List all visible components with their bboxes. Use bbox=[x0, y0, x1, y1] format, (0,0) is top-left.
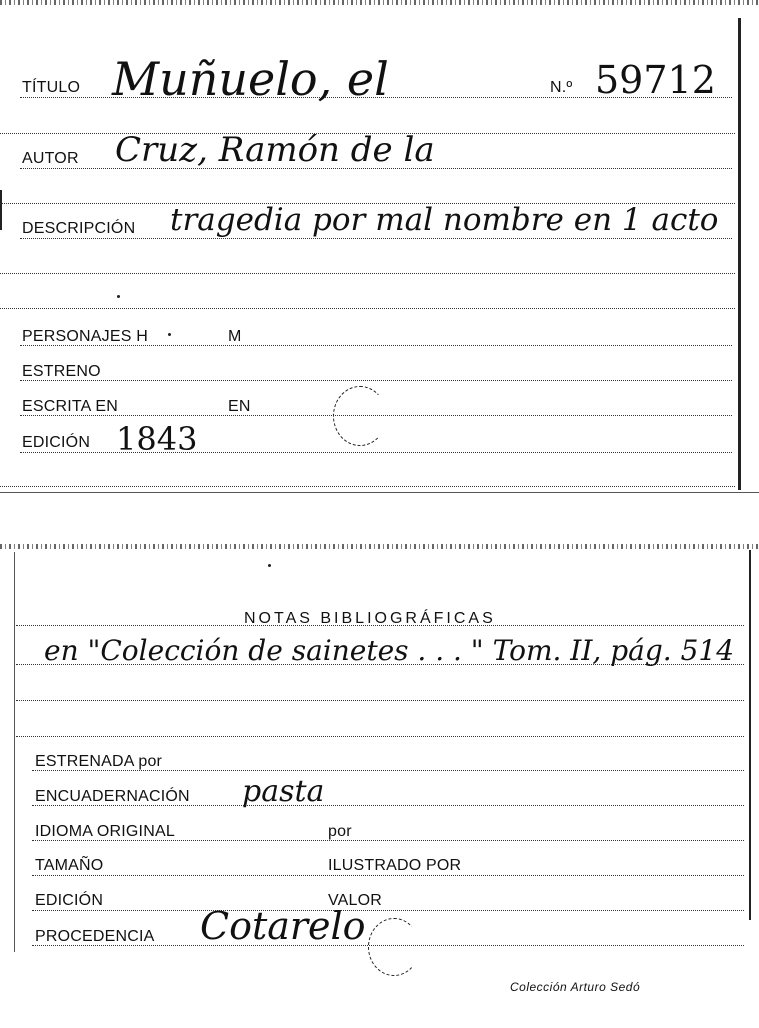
tamano-label: TAMAÑO bbox=[35, 857, 104, 874]
numero-value: 59712 bbox=[595, 58, 716, 102]
rule-notas-3 bbox=[16, 736, 744, 737]
collection-label: Colección Arturo Sedó bbox=[510, 980, 641, 994]
procedencia-value: Cotarelo bbox=[200, 904, 366, 948]
notas-value: en "Colección de sainetes . . . " Tom. II, pág. 514 bbox=[44, 634, 735, 667]
punch-hole-bottom bbox=[368, 918, 420, 976]
personajes-dot bbox=[168, 333, 171, 336]
personajes-label: PERSONAJES H bbox=[22, 328, 148, 345]
card-top-edge bbox=[0, 0, 759, 5]
personajes-m-label: M bbox=[228, 328, 242, 345]
valor-label: VALOR bbox=[328, 892, 383, 909]
descripcion-label: DESCRIPCIÓN bbox=[22, 220, 136, 237]
rule-blank-3 bbox=[0, 273, 735, 274]
rule-blank-4 bbox=[0, 308, 735, 309]
catalog-card-bottom bbox=[0, 538, 759, 1028]
autor-value: Cruz, Ramón de la bbox=[115, 130, 435, 170]
estrenada-label: ESTRENADA por bbox=[35, 753, 163, 770]
card-bottom-left-edge bbox=[14, 552, 15, 952]
encuadernacion-label: ENCUADERNACIÓN bbox=[35, 788, 190, 805]
ilustrado-label: ILUSTRADO POR bbox=[328, 857, 462, 874]
edicion-value: 1843 bbox=[116, 420, 198, 458]
card-right-edge bbox=[738, 18, 741, 490]
rule-estreno bbox=[20, 380, 732, 381]
rule-tamano bbox=[32, 875, 744, 876]
rule-notas-2 bbox=[16, 700, 744, 701]
en-label: EN bbox=[228, 398, 251, 415]
card-left-edge-mark bbox=[0, 190, 2, 230]
rule-descripcion bbox=[20, 238, 732, 239]
edicion-label: EDICIÓN bbox=[22, 434, 91, 451]
notas-title: NOTAS BIBLIOGRÁFICAS bbox=[244, 610, 496, 627]
card-divider bbox=[0, 492, 759, 493]
catalog-card-top bbox=[0, 0, 759, 500]
idioma-label: IDIOMA ORIGINAL bbox=[35, 823, 175, 840]
procedencia-label: PROCEDENCIA bbox=[35, 928, 155, 945]
descripcion-value: tragedia por mal nombre en 1 acto bbox=[170, 202, 719, 238]
encuadernacion-value: pasta bbox=[242, 774, 325, 809]
titulo-label: TÍTULO bbox=[22, 79, 81, 96]
card-bottom-right-edge bbox=[749, 550, 751, 920]
autor-label: AUTOR bbox=[22, 150, 79, 167]
estreno-label: ESTRENO bbox=[22, 363, 101, 380]
por-label: por bbox=[328, 823, 352, 840]
stray-mark-2 bbox=[268, 564, 271, 567]
punch-hole-top bbox=[333, 386, 387, 446]
numero-label: N.º bbox=[550, 79, 573, 96]
titulo-value: Muñuelo, el bbox=[112, 52, 389, 106]
stray-mark bbox=[117, 295, 120, 298]
card-bottom-edge bbox=[0, 544, 759, 549]
rule-edicion-bottom bbox=[32, 910, 744, 911]
escrita-en-label: ESCRITA EN bbox=[22, 398, 118, 415]
edicion-bottom-label: EDICIÓN bbox=[35, 892, 104, 909]
rule-bottom bbox=[0, 486, 735, 487]
